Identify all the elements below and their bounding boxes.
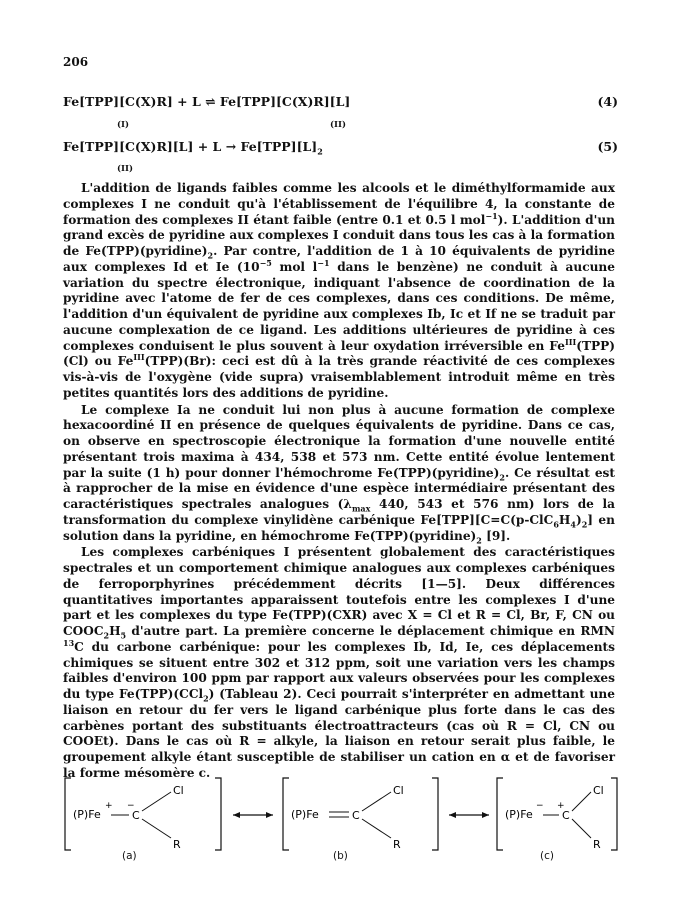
structure-a-fe: (P)Fe (73, 808, 101, 821)
p2-text-a: Le complexe Ia ne conduit lui non plus à aucune formation de complexe hexacoordiné II en présence de quelques équivalents de pyridine. Dans ce cas, on observe en spectroscopie électronique la formation d'une nouvelle entité présentant trois maxima à 434, 538 et 573 nm. Cette entité évolue lentement par la suite (1 h) pour donner l'hémochrome Fe(TPP)(pyridine) (63, 402, 615, 480)
resonance-arrow-ab (233, 812, 273, 818)
structure-a (65, 778, 221, 851)
body-text (63, 181, 615, 782)
p1-text-b: ). L'addition d'un grand excès de pyridine aux complexes I conduit dans tous les cas à la formation de Fe(TPP)(pyridine) (63, 212, 615, 258)
p1-text-g: (TPP)(Br): ceci est dû à la très grande réactivité de ces complexes vis-à-vis de l'oxygène (vide supra) vraisemblablement introduit même en très petites quantités lors des additions de pyridine. (63, 354, 615, 400)
page-number: 206 (63, 55, 89, 69)
p1-sup-a: −1 (485, 210, 498, 221)
p1-sup-d: III (564, 336, 577, 347)
p2-sub-a: 2 (499, 471, 505, 482)
p1-sub-a: 2 (207, 250, 214, 261)
structure-c-cl: Cl (593, 784, 604, 797)
structure-b-fe: (P)Fe (291, 808, 319, 821)
p2-sub-d: 4 (570, 519, 576, 530)
structure-a-r: R (173, 838, 181, 851)
structure-b-label: (b) (333, 850, 348, 862)
resonance-arrow-bc (449, 812, 489, 818)
structure-c-plus: + (557, 801, 565, 811)
structure-a-minus: − (127, 801, 135, 811)
structure-c-carbon: C (562, 809, 570, 822)
p3-text-d: C du carbone carbénique: pour les complexes Ib, Id, Ie, ces déplacements chimiques se situent entre 302 et 312 ppm, soit une variation vers les champs faibles d'environ 100 ppm par rapport aux valeurs observées pour les complexes du type Fe(TPP)(CCl (63, 639, 615, 701)
p1-text-c: . Par contre, l'addition de 1 à 10 équivalents de pyridine aux complexes Id et Ie (10 (63, 244, 616, 274)
p2-text-b: . Ce résultat est à rapprocher de la mise en évidence d'une espèce intermédiaire présentant des caractéristiques spectrales analogues (λ (63, 465, 615, 511)
structure-b-cl: Cl (393, 784, 404, 797)
structure-a-carbon: C (132, 809, 140, 822)
equation-5-number: (5) (597, 139, 618, 154)
p1-text-e: dans le benzène) ne conduit à aucune variation du spectre électronique, indiquant l'absence de coordination de la pyridine avec l'atome de fer de ces complexes, dans ces conditions. De même, l'addition d'un équivalent de pyridine aux complexes Ib, Ic et If ne se traduit par aucune complexation de ce ligand. Les additions ultérieures de pyridine à ces complexes conduisent le plus souvent à leur oxydation irréversible en Fe (63, 259, 615, 353)
equation-5 (63, 139, 618, 157)
structure-b-r: R (393, 838, 401, 851)
structure-c-fe: (P)Fe (505, 808, 533, 821)
paragraph-2 (63, 403, 615, 545)
p3-text-e: ) (Tableau 2). Ceci pourrait s'interpréter en admettant une liaison en retour du fer vers le ligand carbénique plus forte dans le cas des carbènes portant des substituants électroattracteurs (cas où R = Cl, CN ou COOEt). Dans le cas où R = alkyle, la liaison en retour serait plus faible, le groupement alkyle étant susceptible de stabiliser un cation en α et de favoriser la forme mésomère c. (63, 687, 615, 780)
paragraph-1 (63, 181, 615, 402)
equation-4-label-I: (I) (117, 120, 130, 130)
p2-text-d: H (558, 512, 571, 527)
structure-c-label: (c) (540, 850, 554, 862)
structure-c-minus: − (536, 801, 544, 811)
p2-text-c: 440, 543 et 576 nm) lors de la transformation du complexe vinylidène carbénique Fe[TPP][C=C(p-ClC (63, 497, 616, 527)
p2-text-g: [9]. (481, 528, 511, 543)
structure-a-plus: + (105, 801, 113, 811)
p3-sub-c: 2 (203, 693, 209, 704)
p2-sub-b: max (351, 503, 371, 514)
p3-text-b: H (109, 624, 121, 638)
p2-text-f: ] en solution dans la pyridine, en hémochrome Fe(TPP)(pyridine) (63, 512, 615, 543)
p1-sup-b: −5 (259, 257, 272, 268)
p3-sub-a: 2 (103, 630, 110, 641)
p3-sub-b: 5 (120, 630, 127, 641)
equation-4-number: (4) (597, 94, 618, 109)
p1-text-a: L'addition de ligands faibles comme les alcools et le diméthylformamide aux complexes I ne conduit qu'à l'établissement de l'équilibre 4, la constante de formation des complexes II étant faible (entre 0.1 et 0.5 l mol (63, 181, 615, 227)
equation-5-label-II: (II) (117, 164, 133, 174)
p3-sup-a: 13 (63, 637, 75, 648)
p2-sub-c: 6 (553, 519, 559, 530)
p2-sub-e: 2 (581, 519, 588, 530)
p3-text-a: Les complexes carbéniques I présentent globalement des caractéristiques spectrales et un comportement chimique analogues aux complexes carbéniques de ferroporphyrines précédemment décrits [1—5]. Deux différences quantitatives importantes apparaissent toutefois entre les complexes I d'une part et les complexes du type Fe(TPP)(CXR) avec X = Cl et R = Cl, Br, F, CN ou COOC (63, 545, 615, 638)
p3-text-c: d'autre part. La première concerne le déplacement chimique en RMN (126, 624, 615, 638)
structure-c (497, 778, 617, 851)
structure-b-carbon: C (352, 809, 360, 822)
equation-4-text: Fe[TPP][C(X)R] + L ⇌ Fe[TPP][C(X)R][L] (63, 94, 351, 109)
p1-sup-c: −1 (317, 257, 330, 268)
structure-b (283, 778, 438, 851)
equation-4-label-II: (II) (330, 120, 346, 130)
equation-5-subscript: 2 (317, 146, 323, 157)
p2-text-e: ) (575, 512, 582, 527)
p1-text-d: mol l (271, 259, 318, 274)
p1-sup-e: III (133, 352, 145, 363)
equation-4 (63, 94, 618, 109)
equation-5-text: Fe[TPP][C(X)R][L] + L → Fe[TPP][L] (63, 139, 318, 154)
p1-text-f: (TPP)(Cl) ou Fe (63, 338, 615, 369)
structure-c-r: R (593, 838, 601, 851)
structure-a-label: (a) (122, 850, 137, 862)
paragraph-3 (63, 545, 615, 781)
structure-a-cl: Cl (173, 784, 184, 797)
p2-sub-f: 2 (476, 534, 482, 545)
